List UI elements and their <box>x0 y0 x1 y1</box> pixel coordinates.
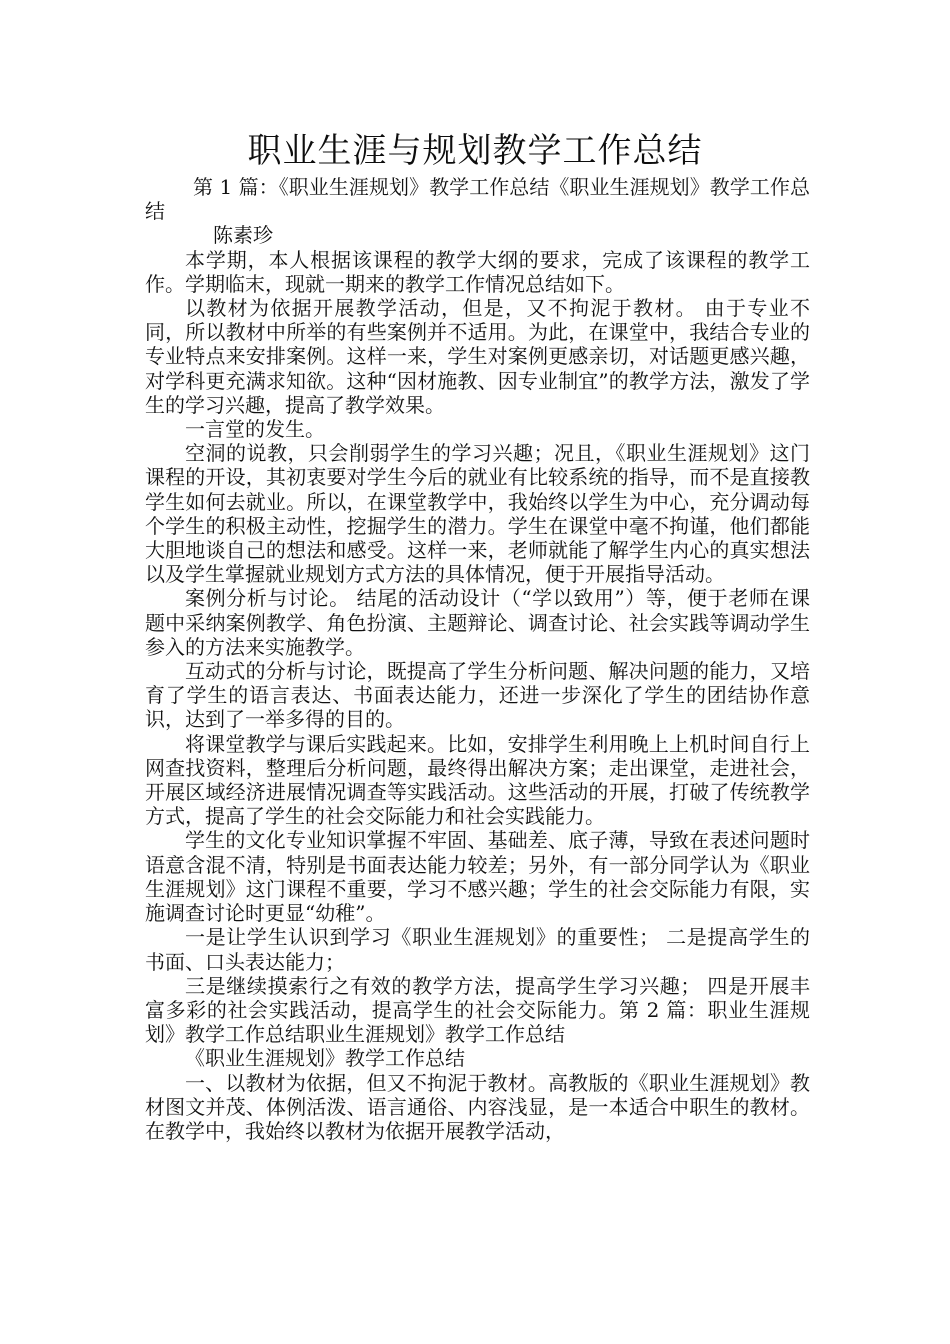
paragraph-8: 互动式的分析与讨论，既提高了学生分析问题、解决问题的能力，又培育了学生的语言表达、书面表达能力，还进一步深化了学生的团结协作意识，达到了一举多得的目的。 <box>145 659 810 732</box>
paragraph-13: 《职业生涯规划》教学工作总结 <box>185 1046 465 1071</box>
paragraph-4: 以教材为依据开展教学活动，但是，又不拘泥于教材。 由于专业不同，所以教材中所举的有些案例并不适用。为此，在课堂中，我结合专业的专业特点来安排案例。这样一来，学生对案例更感亲切，对话题更感兴趣，对学科更充满求知欲。这种“因材施教、因专业制宜”的教学方法，激发了学生的学习兴趣，提高了教学效果。 <box>145 296 810 417</box>
author-name: 陈素珍 <box>213 223 273 248</box>
paragraph-12: 三是继续摸索行之有效的教学方法，提高学生学习兴趣； 四是开展丰富多彩的社会实践活动，提高学生的社会交际能力。第 2 篇：职业生涯规划》教学工作总结职业生涯规划》教学工作总结 <box>145 973 810 1047</box>
document-title: 职业生涯与规划教学工作总结 <box>247 131 703 171</box>
paragraph-14: 一、以教材为依据，但又不拘泥于教材。高教版的《职业生涯规划》教材图文并茂、体例活泼、语言通俗、内容浅显，是一本适合中职生的教材。在教学中，我始终以教材为依据开展教学活动， <box>145 1070 810 1143</box>
paragraph-7: 案例分析与讨论。 结尾的活动设计（“学以致用”）等，便于老师在课题中采纳案例教学、角色扮演、主题辩论、调查讨论、社会实践等调动学生参入的方法来实施教学。 <box>145 586 810 659</box>
paragraph-5: 一言堂的发生。 <box>185 417 325 442</box>
paragraph-9: 将课堂教学与课后实践起来。比如，安排学生利用晚上上机时间自行上网查找资料，整理后分析问题，最终得出解决方案；走出课堂，走进社会，开展区域经济进展情况调查等实践活动。这些活动的开展，打破了传统教学方式，提高了学生的社会交际能力和社会实践能力。 <box>145 731 810 829</box>
paragraph-1: 第 1 篇：《职业生涯规划》教学工作总结《职业生涯规划》教学工作总结 <box>145 175 810 224</box>
paragraph-11: 一是让学生认识到学习《职业生涯规划》的重要性； 二是提高学生的书面、口头表达能力； <box>145 925 810 974</box>
paragraph-6: 空洞的说教，只会削弱学生的学习兴趣；况且，《职业生涯规划》这门课程的开设，其初衷要对学生今后的就业有比较系统的指导，而不是直接教学生如何去就业。所以，在课堂教学中，我始终以学生为中心，充分调动每个学生的积极主动性，挖掘学生的潜力。学生在课堂中毫不拘谨，他们都能大胆地谈自己的想法和感受。这样一来，老师就能了解学生内心的真实想法以及学生掌握就业规划方式方法的具体情况，便于开展指导活动。 <box>145 441 810 587</box>
paragraph-3: 本学期，本人根据该课程的教学大纲的要求，完成了该课程的教学工作。学期临末，现就一期来的教学工作情况总结如下。 <box>145 247 810 296</box>
paragraph-10: 学生的文化专业知识掌握不牢固、基础差、底子薄，导致在表述问题时语意含混不清，特别是书面表达能力较差；另外，有一部分同学认为《职业生涯规划》这门课程不重要，学习不感兴趣；学生的社会交际能力有限，实施调查讨论时更显“幼稚”。 <box>145 828 810 926</box>
document-body <box>145 175 810 1143</box>
